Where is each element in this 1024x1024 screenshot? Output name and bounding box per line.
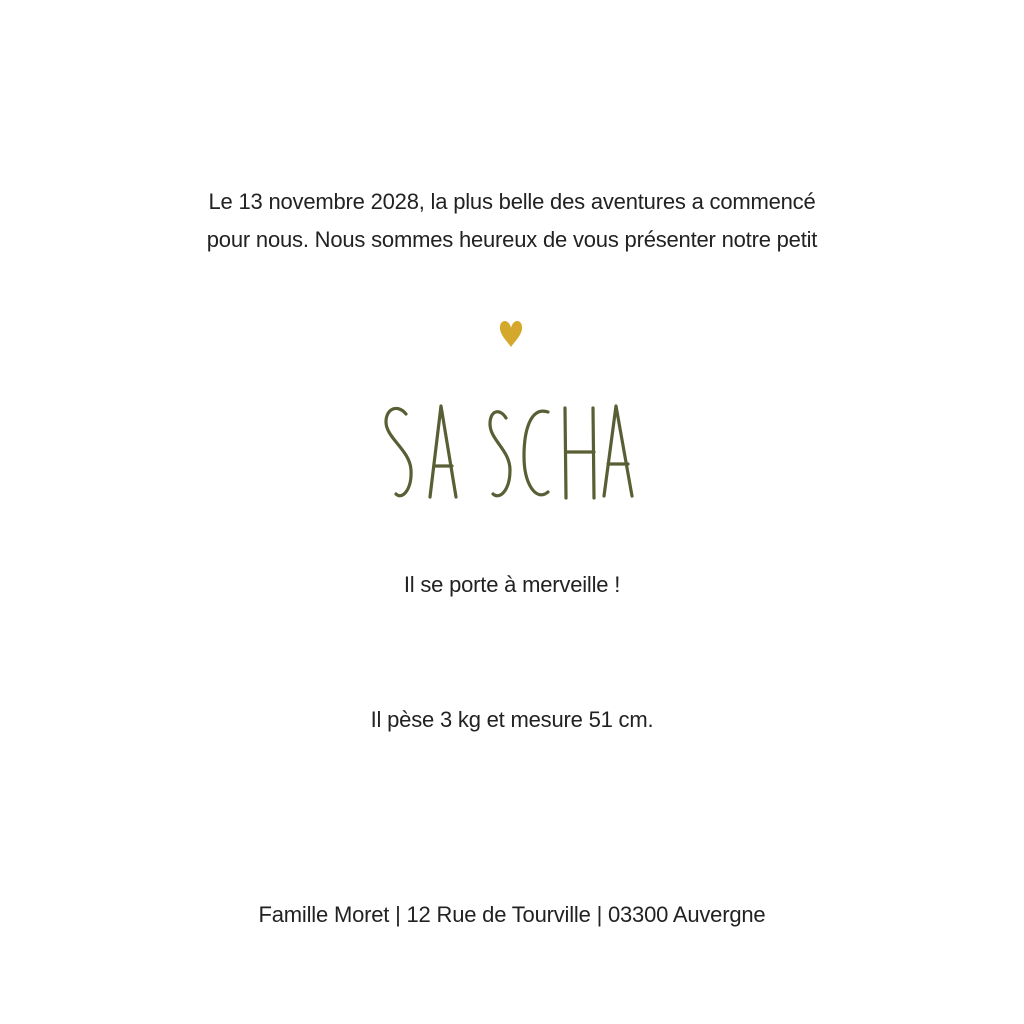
intro-line-2: pour nous. Nous sommes heureux de vous présenter notre petit	[206, 227, 818, 252]
health-text: Il se porte à merveille !	[403, 572, 621, 597]
baby-name	[0, 392, 1024, 512]
heart-icon	[496, 316, 526, 350]
measures-text: Il pèse 3 kg et mesure 51 cm.	[370, 707, 654, 732]
family-address: Famille Moret | 12 Rue de Tourville | 03300 Auvergne	[258, 902, 766, 927]
intro-line-1: Le 13 novembre 2028, la plus belle des aventures a commencé	[208, 189, 816, 214]
